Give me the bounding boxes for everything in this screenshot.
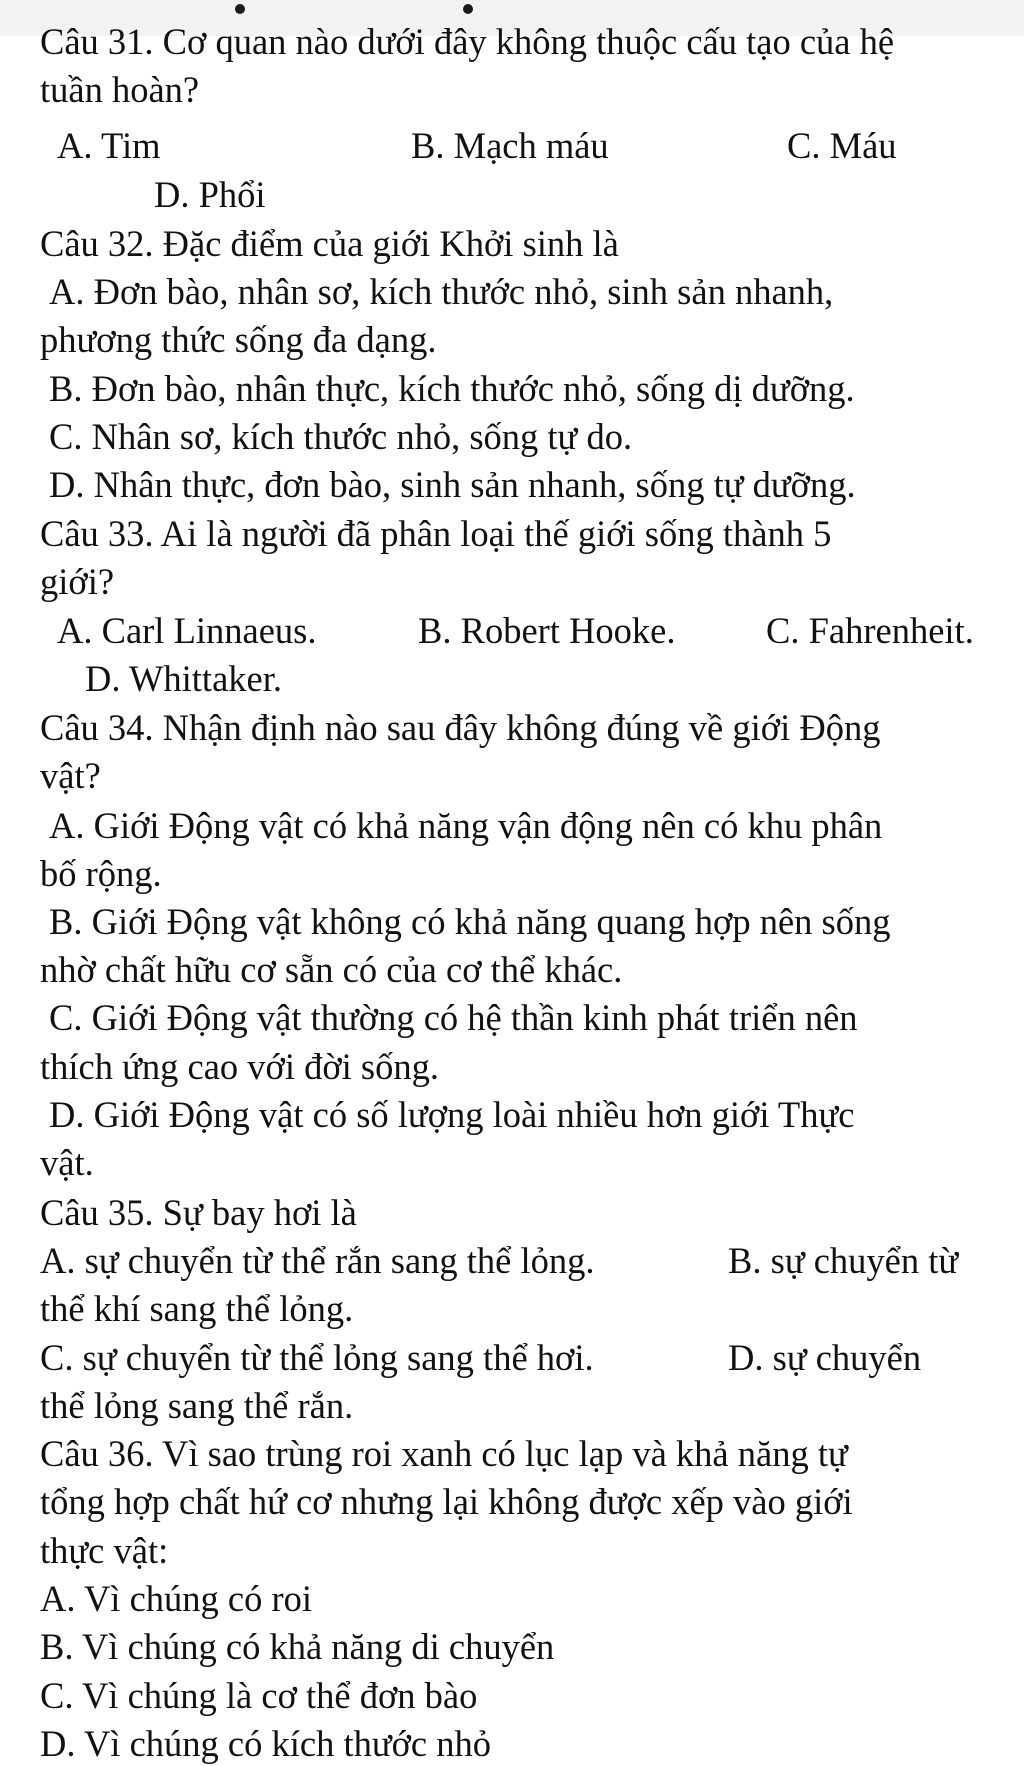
question-35-option-b: B. sự chuyển từ	[728, 1240, 959, 1281]
question-stem-text: Đặc điểm của giới Khởi sinh là	[162, 223, 619, 264]
question-33-option-a: A. Carl Linnaeus.	[57, 610, 317, 651]
question-number: Câu 31.	[40, 21, 154, 62]
question-stem-text: tuần hoàn?	[40, 69, 200, 110]
question-36-option-b: B. Vì chúng có khả năng di chuyển	[40, 1626, 555, 1667]
question-31-option-b: B. Mạch máu	[411, 125, 609, 166]
question-31-option-d: D. Phổi	[154, 174, 266, 215]
question-34-option-b-continuation: nhờ chất hữu cơ sẵn có của cơ thể khác.	[40, 949, 623, 990]
question-number: Câu 32.	[40, 223, 154, 264]
question-34-option-a-continuation: bố rộng.	[40, 853, 162, 894]
question-stem-text: Cơ quan nào dưới đây không thuộc cấu tạo của hệ	[162, 21, 895, 62]
question-36-option-a: A. Vì chúng có roi	[40, 1578, 313, 1619]
question-32-option-a-continuation: phương thức sống đa dạng.	[40, 319, 437, 360]
question-34-stem-line-1	[40, 706, 880, 750]
question-32-option-b: B. Đơn bào, nhân thực, kích thước nhỏ, sống dị dưỡng.	[49, 368, 855, 409]
question-33-option-b: B. Robert Hooke.	[418, 610, 676, 651]
question-35-option-d-continuation: thể lỏng sang thể rắn.	[40, 1385, 354, 1426]
dot-mark	[463, 4, 473, 14]
question-stem-text: giới?	[40, 561, 115, 602]
dot-mark	[235, 4, 245, 14]
question-stem-text: Vì sao trùng roi xanh có lục lạp và khả năng tự	[162, 1433, 848, 1474]
question-number: Câu 36.	[40, 1433, 154, 1474]
question-32-option-a: A. Đơn bào, nhân sơ, kích thước nhỏ, sinh sản nhanh,	[49, 271, 834, 312]
question-35-stem-line-1	[40, 1191, 357, 1235]
question-34-option-d-continuation: vật.	[40, 1142, 94, 1183]
question-number: Câu 35.	[40, 1192, 154, 1233]
question-35-option-b-continuation: thể khí sang thể lỏng.	[40, 1288, 354, 1329]
question-36-option-d: D. Vì chúng có kích thước nhỏ	[40, 1723, 491, 1764]
question-34-option-d: D. Giới Động vật có số lượng loài nhiều hơn giới Thực	[49, 1094, 855, 1135]
question-33-stem-line-2	[40, 560, 114, 604]
question-36-stem-line-3	[40, 1529, 168, 1573]
question-36-stem-line-1	[40, 1432, 848, 1476]
question-34-option-c: C. Giới Động vật thường có hệ thần kinh phát triển nên	[49, 997, 858, 1038]
question-32-option-d: D. Nhân thực, đơn bào, sinh sản nhanh, sống tự dưỡng.	[49, 464, 856, 505]
question-stem-text: Ai là người đã phân loại thế giới sống thành 5	[160, 513, 832, 554]
question-33-stem-line-1	[40, 512, 831, 556]
question-36-option-c: C. Vì chúng là cơ thể đơn bào	[40, 1675, 478, 1716]
question-31-option-c: C. Máu	[787, 125, 897, 166]
question-31-option-a: A. Tim	[57, 125, 161, 166]
question-34-option-a: A. Giới Động vật có khả năng vận động nên có khu phân	[49, 805, 883, 846]
question-number: Câu 34.	[40, 707, 154, 748]
question-35-option-a: A. sự chuyển từ thể rắn sang thể lỏng.	[40, 1240, 595, 1281]
question-32-option-c: C. Nhân sơ, kích thước nhỏ, sống tự do.	[49, 416, 633, 457]
question-stem-text: Sự bay hơi là	[162, 1192, 357, 1233]
question-34-option-c-continuation: thích ứng cao với đời sống.	[40, 1046, 440, 1087]
question-36-stem-line-2	[40, 1480, 853, 1524]
question-32-stem-line-1	[40, 222, 619, 266]
question-33-option-c: C. Fahrenheit.	[766, 610, 974, 651]
question-34-option-b: B. Giới Động vật không có khả năng quang hợp nên sống	[49, 901, 891, 942]
question-stem-text: tổng hợp chất hứ cơ nhưng lại không được xếp vào giới	[40, 1481, 853, 1522]
question-stem-text: Nhận định nào sau đây không đúng về giới Động	[162, 707, 881, 748]
question-stem-text: vật?	[40, 755, 101, 796]
question-35-option-c: C. sự chuyển từ thể lỏng sang thể hơi.	[40, 1337, 594, 1378]
question-31-stem-line-1	[40, 20, 894, 64]
question-31-stem-line-2	[40, 68, 199, 112]
question-35-option-d: D. sự chuyển	[728, 1337, 922, 1378]
question-34-stem-line-2	[40, 754, 101, 798]
question-number: Câu 33.	[40, 513, 154, 554]
question-stem-text: thực vật:	[40, 1530, 169, 1571]
question-33-option-d: D. Whittaker.	[85, 658, 282, 699]
